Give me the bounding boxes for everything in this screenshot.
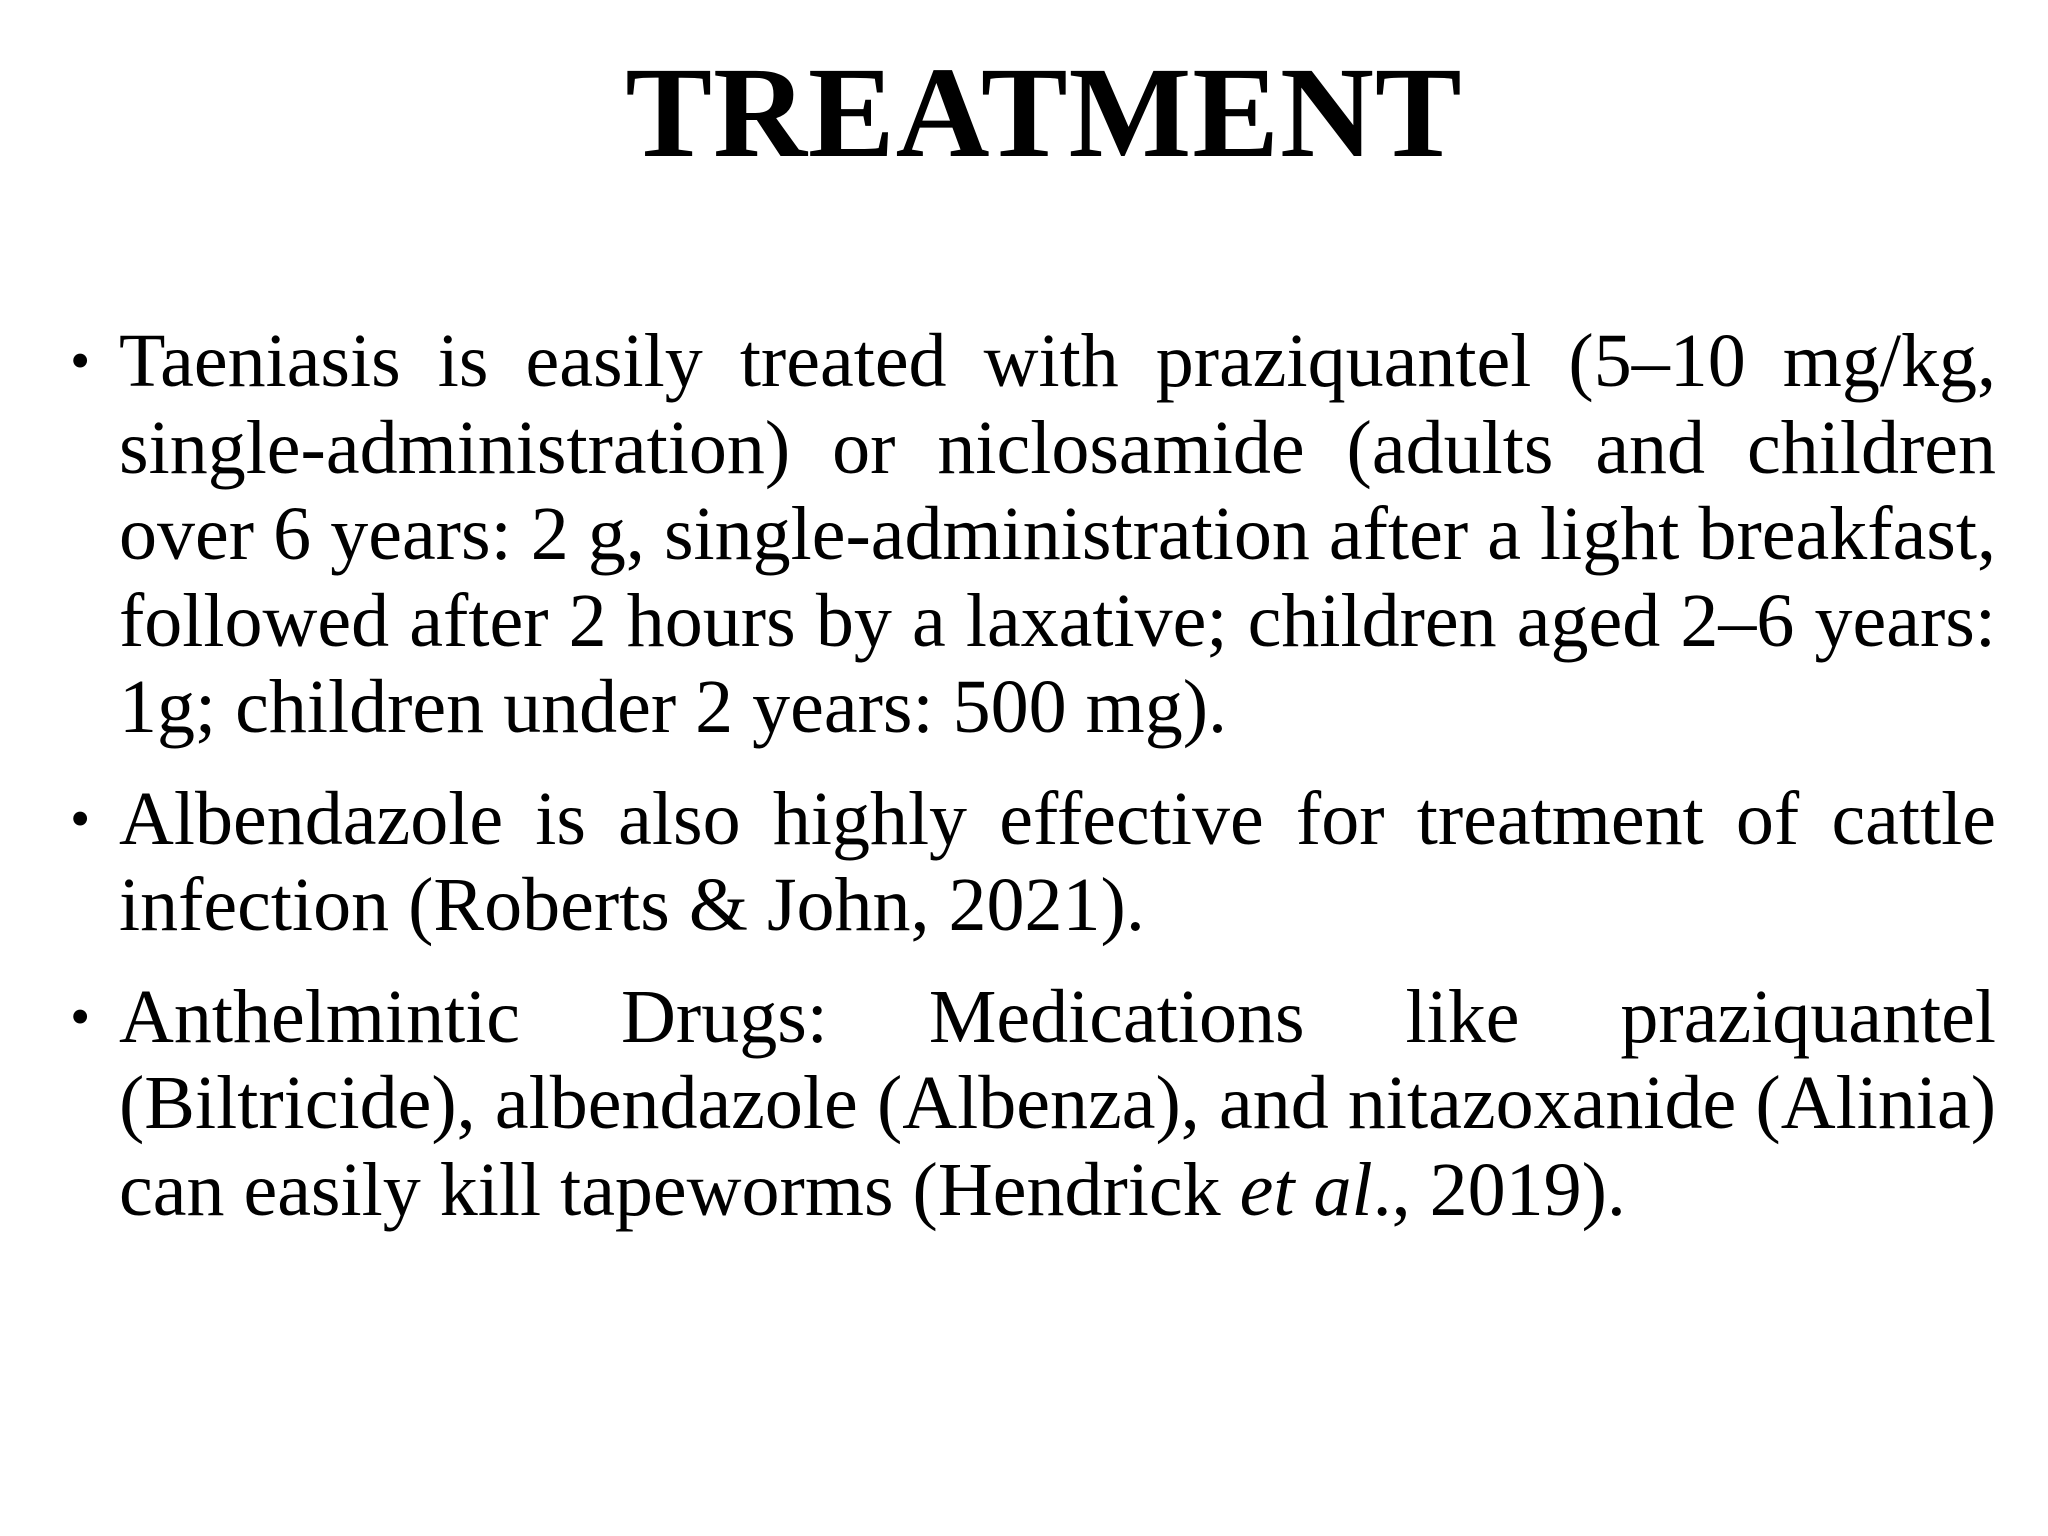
bullet-text: Taeniasis is easily treated with praziquantel (5–10 mg/kg, single-administration) or niclosamide (adults and children over 6 years: 2 g, single-administration after a light breakfast, followed after 2 hours by a laxative; children aged 2–6 years: 1g; children under 2 years: 500 mg). xyxy=(119,319,1996,749)
bullet-icon: • xyxy=(70,785,91,851)
bullet-item-anthelmintic-drugs xyxy=(66,974,1996,1234)
bullet-text-part: Anthelmintic Drugs: Medications like praziquantel (Biltricide), albendazole (Albenza), and nitazoxanide (Alinia) can easily kill tapeworms (Hendrick xyxy=(119,974,1996,1232)
bullet-icon: • xyxy=(70,983,91,1049)
bullet-text: Albendazole is also highly effective for treatment of cattle infection (Roberts & John, 2021). xyxy=(119,776,1996,947)
bullet-text xyxy=(119,975,1996,1232)
bullet-item-praziquantel xyxy=(66,318,1996,751)
bullet-item-albendazole xyxy=(66,776,1996,949)
citation-italic: et al xyxy=(1239,1147,1373,1232)
bullet-icon: • xyxy=(70,328,91,393)
bullet-list xyxy=(66,318,1996,1258)
bullet-text-part: ., 2019). xyxy=(1372,1147,1626,1232)
slide-title: TREATMENT xyxy=(625,41,1463,185)
